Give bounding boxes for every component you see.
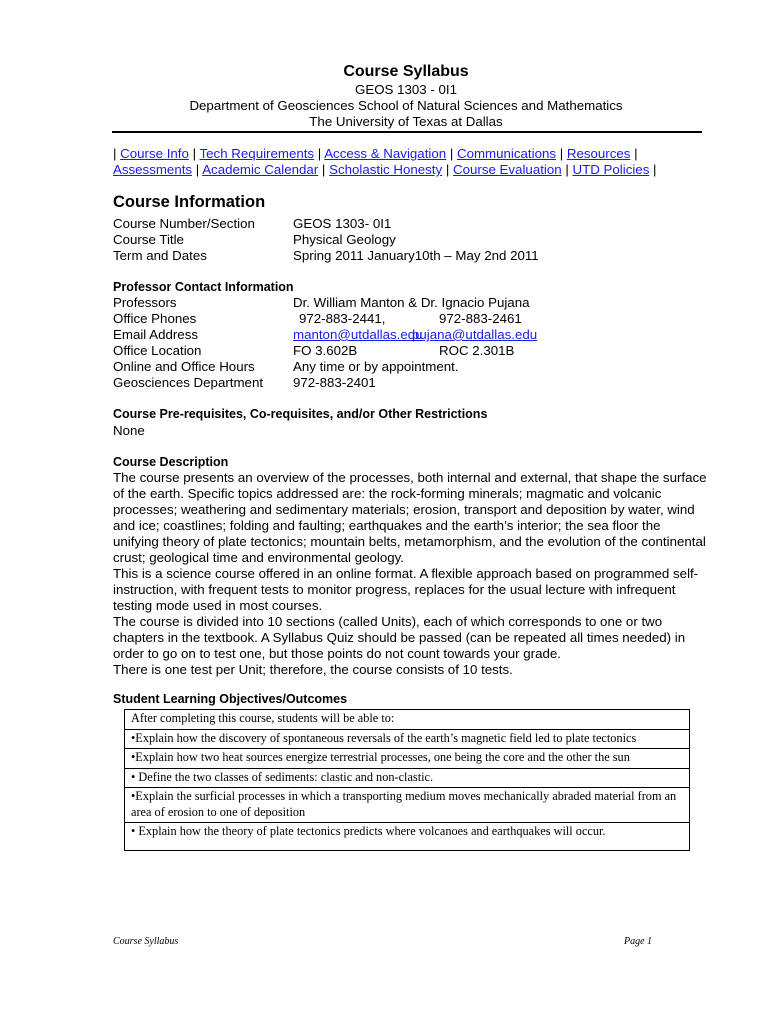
objective-cell: •Explain how the discovery of spontaneous reversals of the earth’s magnetic field led to plate tectonics <box>125 729 690 749</box>
nav-link-utd-policies[interactable]: UTD Policies <box>572 162 650 177</box>
objective-cell: •Explain the surficial processes in which a transporting medium moves mechanically abraded material from an area of erosion to one of deposition <box>125 788 690 823</box>
description-body <box>113 470 708 678</box>
objective-cell: •Explain how two heat sources energize terrestrial processes, one being the core and the other the sun <box>125 749 690 769</box>
info-label: Term and Dates <box>113 248 207 263</box>
objectives-heading: Student Learning Objectives/Outcomes <box>113 692 348 706</box>
info-value: Physical Geology <box>293 232 396 247</box>
description-paragraph: The course presents an overview of the processes, both internal and external, that shape the surface of the earth. Specific topics addressed are: the rock-forming minerals; magmatic and volcanic processes; weathering and sedimentary materials; erosion, transport and deposition by water, wind and ice; coastlines; folding and faulting; earthquakes and the earth’s interior; the sea floor the unifying theory of plate tectonics; mountain belts, metamorphism, and the evolution of the continental crust; geological time and environmental geology. <box>113 470 707 565</box>
page-title: Course Syllabus <box>343 63 469 80</box>
email-link-manton[interactable]: manton@utdallas.edu <box>293 327 423 342</box>
nav-link-communications[interactable]: Communications <box>456 146 557 161</box>
description-heading: Course Description <box>113 455 229 469</box>
objective-cell: • Explain how the theory of plate tectonics predicts where volcanoes and earthquakes will occur. <box>125 823 690 851</box>
objectives-table <box>124 709 690 851</box>
table-row <box>125 729 690 749</box>
info-label: Course Number/Section <box>113 216 255 231</box>
info-value: GEOS 1303- 0I1 <box>293 216 392 231</box>
office-manton: FO 3.602B <box>293 343 358 358</box>
nav-link-access-navigation[interactable]: Access & Navigation <box>324 146 447 161</box>
course-info-heading: Course Information <box>113 193 266 211</box>
footer-title: Course Syllabus <box>113 936 179 947</box>
nav-link-course-evaluation[interactable]: Course Evaluation <box>453 162 562 177</box>
page-number: Page 1 <box>624 936 653 947</box>
contact-label: Office Location <box>113 343 202 358</box>
nav-link-academic-calendar[interactable]: Academic Calendar <box>202 162 319 177</box>
prereqs-heading: Course Pre-requisites, Co-requisites, and/or Other Restrictions <box>113 407 488 421</box>
description-paragraph: The course is divided into 10 sections (called Units), each of which corresponds to one or two chapters in the textbook. A Syllabus Quiz should be passed (can be repeated all times needed) in order to go on to test one, but those points do not count towards your grade. <box>113 614 686 661</box>
description-paragraph: There is one test per Unit; therefore, the course consists of 10 tests. <box>113 662 513 677</box>
table-row <box>125 768 690 788</box>
nav-link-resources[interactable]: Resources <box>566 146 631 161</box>
nav-link-scholastic-honesty[interactable]: Scholastic Honesty <box>329 162 443 177</box>
info-value: Spring 2011 January10th – May 2nd 2011 <box>293 248 539 263</box>
contact-value: Dr. William Manton & Dr. Ignacio Pujana <box>293 295 530 310</box>
header-divider <box>112 131 702 133</box>
table-row <box>125 788 690 823</box>
contact-label: Office Phones <box>113 311 197 326</box>
phone-pujana: 972-883-2461 <box>439 311 522 326</box>
contact-label: Professors <box>113 295 177 310</box>
university-line: The University of Texas at Dallas <box>309 114 503 129</box>
nav-link-course-info[interactable]: Course Info <box>120 146 189 161</box>
description-paragraph: This is a science course offered in an online format. A flexible approach based on programmed self-instruction, with frequent tests to monitor progress, replaces for the usual lecture with infrequent testing mode used in most courses. <box>113 566 699 613</box>
contact-value: Any time or by appointment. <box>293 359 459 374</box>
contact-label: Online and Office Hours <box>113 359 255 374</box>
office-pujana: ROC 2.301B <box>439 343 515 358</box>
section-nav: | Course Info | Tech Requirements | Access & Navigation | Communications | Resources | Assessments | Academic Calendar | Scholastic Honesty | Course Evaluation | UTD Policies | <box>113 146 657 177</box>
objective-cell: After completing this course, students will be able to: <box>125 710 690 730</box>
phone-manton: 972-883-2441, <box>299 311 386 326</box>
table-row <box>125 749 690 769</box>
table-row <box>125 710 690 730</box>
contact-value: 972-883-2401 <box>293 375 376 390</box>
info-label: Course Title <box>113 232 184 247</box>
prereqs-value: None <box>113 423 145 438</box>
table-row <box>125 823 690 851</box>
contact-label: Email Address <box>113 327 198 342</box>
contact-label: Geosciences Department <box>113 375 264 390</box>
nav-link-tech-requirements[interactable]: Tech Requirements <box>199 146 315 161</box>
objective-cell: • Define the two classes of sediments: clastic and non-clastic. <box>125 768 690 788</box>
email-link-pujana[interactable]: pujana@utdallas.edu <box>412 327 538 342</box>
professor-contact-heading: Professor Contact Information <box>113 280 294 294</box>
department-line: Department of Geosciences School of Natural Sciences and Mathematics <box>189 98 623 113</box>
nav-link-assessments[interactable]: Assessments <box>113 162 193 177</box>
course-code: GEOS 1303 - 0I1 <box>355 82 457 97</box>
